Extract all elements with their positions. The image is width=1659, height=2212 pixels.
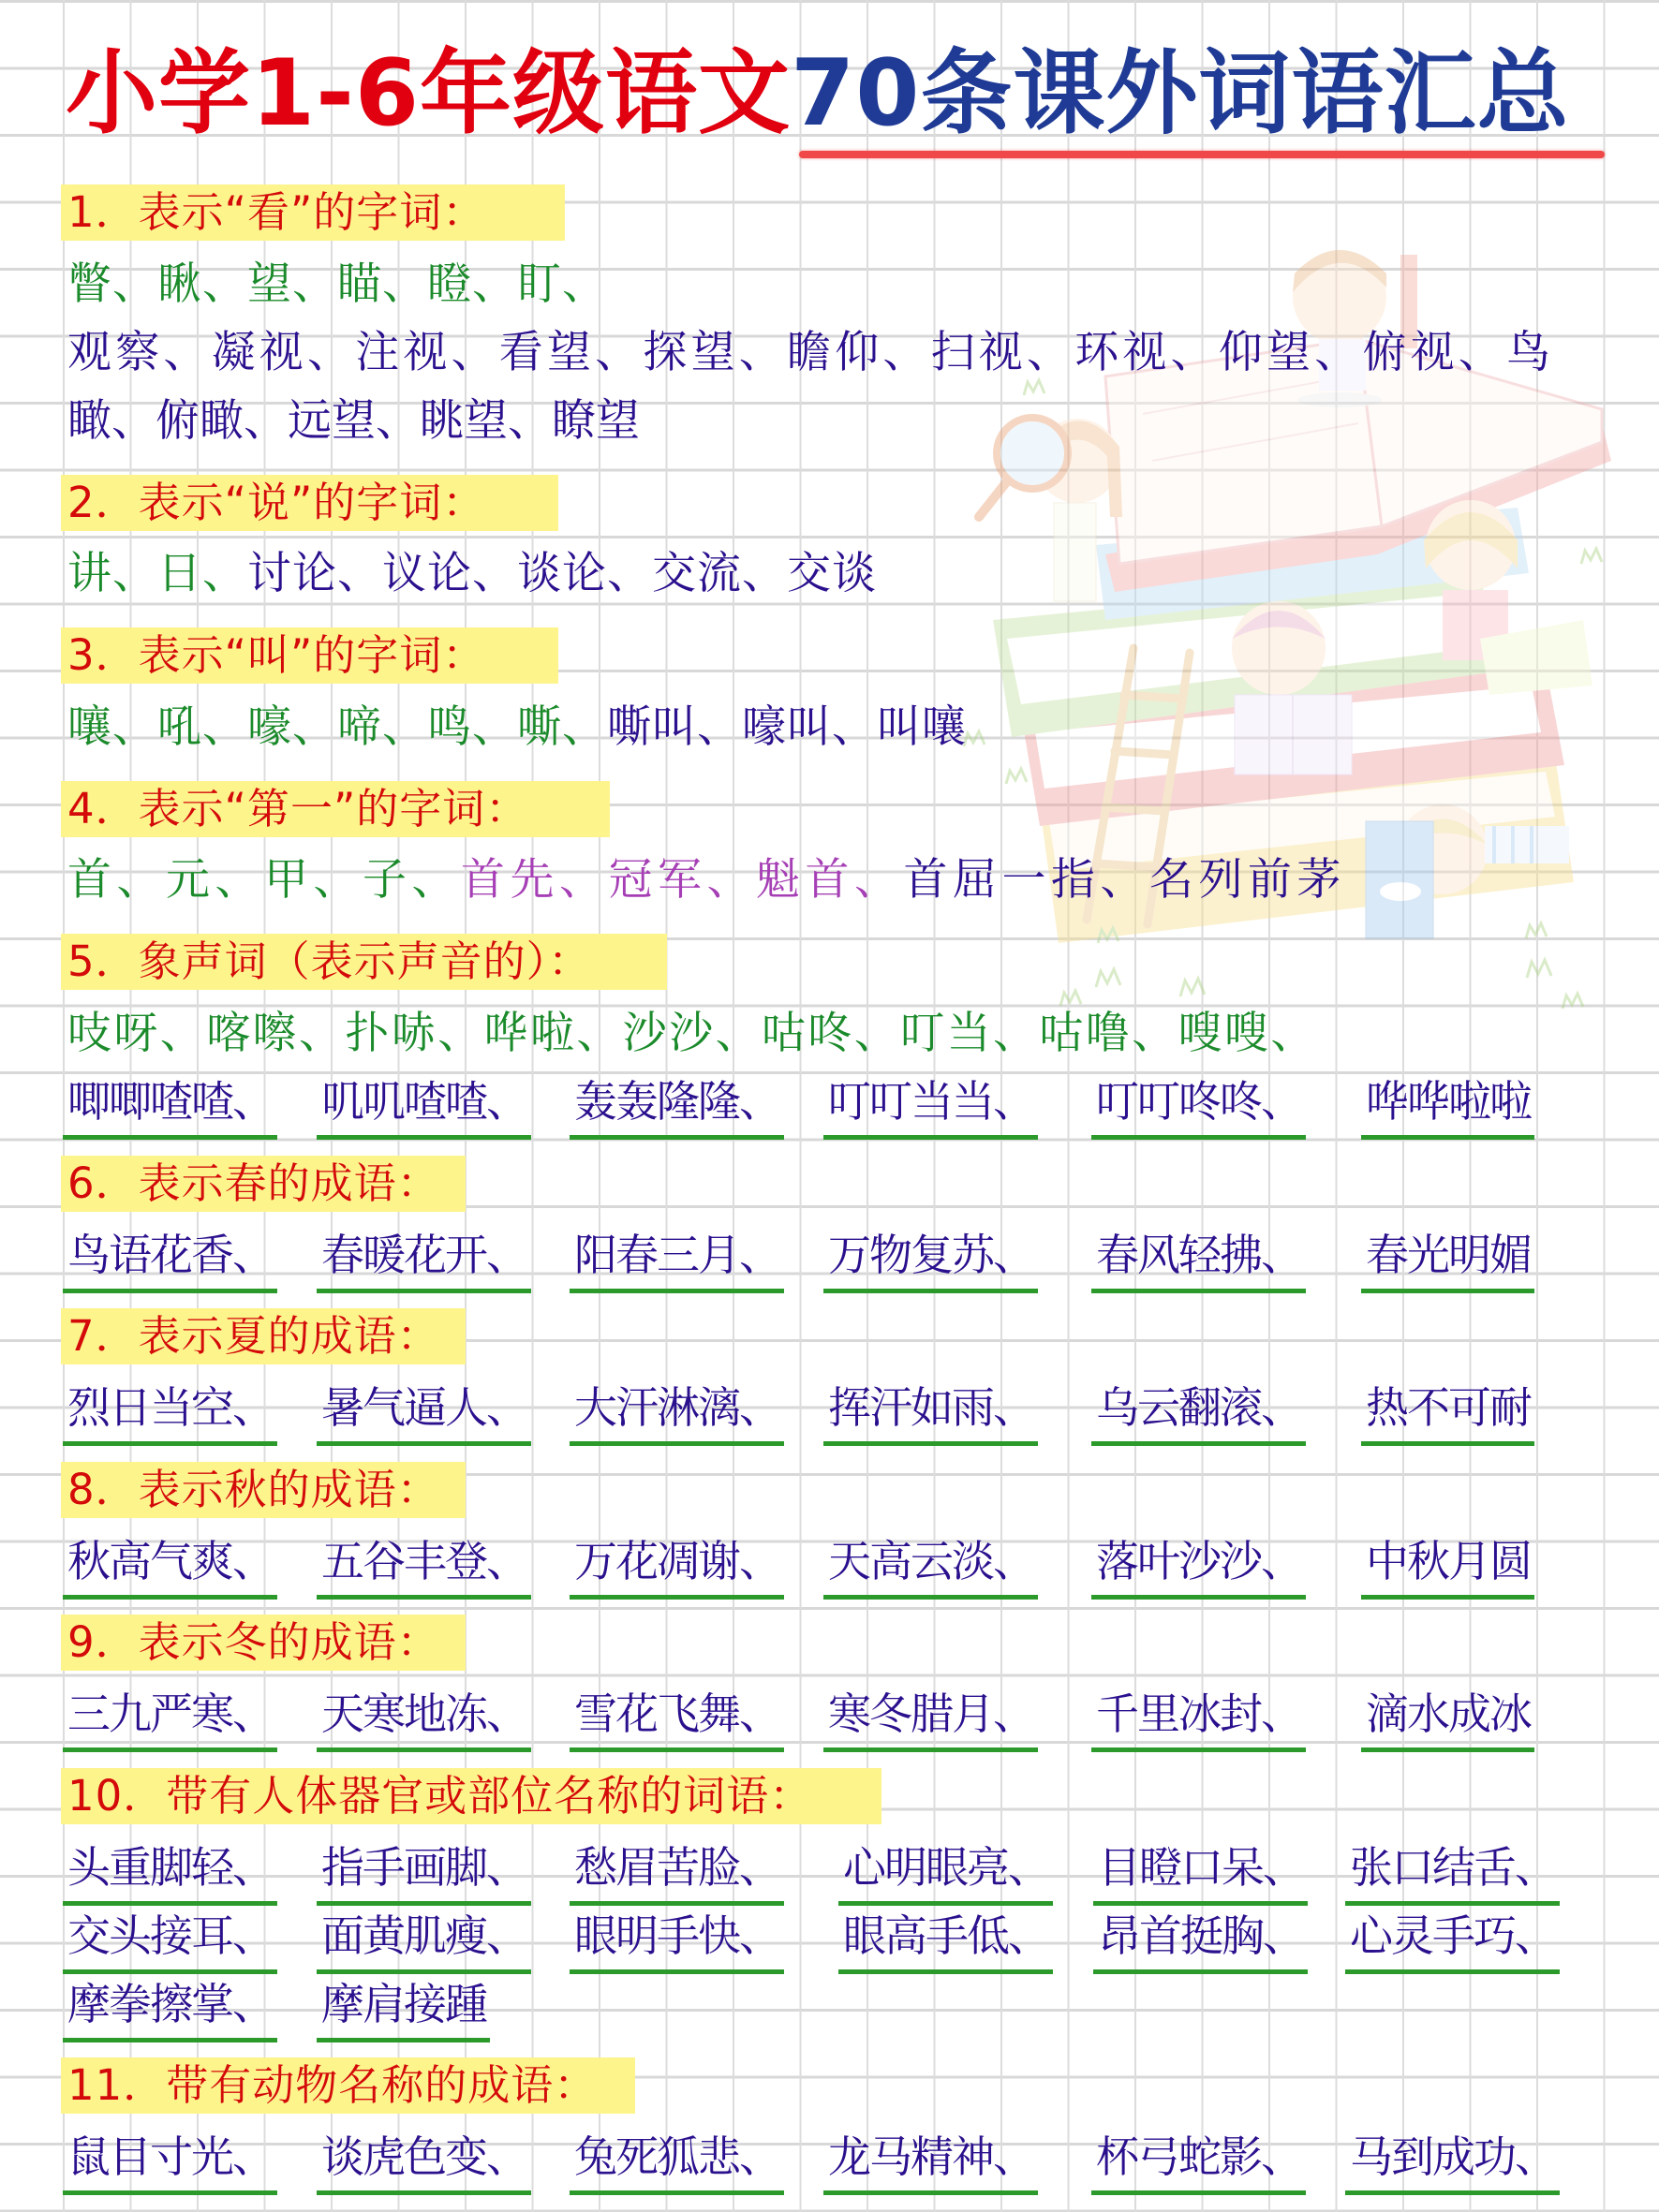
idiom-item: 春风轻拂、 — [1091, 1229, 1306, 1293]
idiom-item: 昂首挺胸、 — [1093, 1910, 1308, 1974]
single-char-words: 首、元、甲、子、 — [67, 854, 461, 906]
idiom-item: 杯弓蛇影、 — [1091, 2131, 1306, 2195]
section-heading: 2．表示“说”的字词： — [61, 475, 558, 531]
idiom-item: 唧唧喳喳、 — [63, 1075, 277, 1140]
section-heading: 9．表示冬的成语： — [61, 1615, 466, 1671]
idiom-item: 叮叮当当、 — [823, 1075, 1038, 1140]
idiom-row — [0, 1374, 1659, 1442]
word-line — [0, 539, 1659, 608]
word-line — [0, 318, 1659, 387]
idiom-item: 谈虎色变、 — [317, 2131, 531, 2195]
section-heading: 8．表示秋的成语： — [61, 1462, 466, 1518]
word-list — [0, 184, 1659, 2211]
idiom-item: 兔死狐悲、 — [570, 2131, 784, 2195]
idiom-item: 寒冬腊月、 — [823, 1688, 1038, 1752]
idiom-item: 万物复苏、 — [823, 1229, 1038, 1293]
section-heading: 1．表示“看”的字词： — [61, 184, 565, 241]
section-onomatopoeia — [0, 934, 1659, 1136]
section-call-words — [0, 627, 1659, 761]
section-heading: 7．表示夏的成语： — [61, 1308, 466, 1364]
idiom-item: 张口结舌、 — [1345, 1841, 1560, 1906]
idiom-item: 叽叽喳喳、 — [317, 1075, 531, 1140]
idiom-item: 哗哗啦啦 — [1361, 1075, 1534, 1140]
four-char-words: 首屈一指、名列前茅 — [903, 854, 1346, 906]
idiom-item: 落叶沙沙、 — [1091, 1535, 1306, 1600]
two-char-words: 讨论、议论、谈论、交流、交谈 — [247, 548, 877, 599]
idiom-item: 交头接耳、 — [63, 1910, 277, 1974]
idiom-item: 烈日当空、 — [63, 1381, 277, 1446]
idiom-item: 眼明手快、 — [570, 1910, 784, 1974]
title-red-part: 小学1-6年级语文 — [66, 40, 792, 147]
idiom-item: 目瞪口呆、 — [1093, 1841, 1308, 1906]
idiom-item: 指手画脚、 — [317, 1841, 531, 1906]
word-line — [0, 999, 1659, 1068]
idiom-item: 阳春三月、 — [570, 1229, 784, 1293]
idiom-item: 暑气逼人、 — [317, 1381, 531, 1446]
idiom-item: 心灵手巧、 — [1345, 1910, 1560, 1974]
section-animal-idioms — [0, 2057, 1659, 2191]
single-char-words: 嚷、吼、嚎、啼、鸣、嘶、 — [67, 700, 607, 753]
single-char-words: 瞥、瞅、望、瞄、瞪、盯、 — [67, 258, 607, 310]
word-line — [0, 693, 1659, 761]
idiom-item: 愁眉苦脸、 — [570, 1841, 784, 1906]
title-underline — [799, 151, 1605, 158]
idiom-row — [0, 1833, 1659, 1901]
section-heading: 10．带有人体器官或部位名称的词语： — [61, 1768, 881, 1824]
idiom-item: 眼高手低、 — [838, 1910, 1053, 1974]
idiom-row — [0, 1969, 1659, 2038]
idiom-item: 热不可耐 — [1361, 1381, 1534, 1446]
title-blue-part: 70条课外词语汇总 — [791, 40, 1570, 147]
idiom-item: 春暖花开、 — [317, 1229, 531, 1293]
idiom-row — [0, 1220, 1659, 1289]
idiom-row — [0, 2123, 1659, 2191]
idiom-item: 三九严寒、 — [63, 1688, 277, 1752]
idiom-item: 摩肩接踵 — [317, 1978, 490, 2042]
idiom-row — [0, 1068, 1659, 1136]
idiom-item: 叮叮咚咚、 — [1091, 1075, 1306, 1140]
word-line — [0, 846, 1659, 914]
section-heading: 11．带有动物名称的成语： — [61, 2057, 635, 2114]
idiom-item: 中秋月圆 — [1361, 1535, 1534, 1600]
word-line — [0, 387, 1659, 455]
idiom-item: 马到成功、 — [1345, 2131, 1560, 2195]
section-look-words — [0, 184, 1659, 455]
section-heading: 3．表示“叫”的字词： — [61, 627, 558, 684]
idiom-item: 千里冰封、 — [1091, 1688, 1306, 1752]
two-char-words: 瞰、俯瞰、远望、眺望、瞭望 — [67, 394, 640, 447]
section-autumn-idioms — [0, 1462, 1659, 1596]
idiom-item: 龙马精神、 — [823, 2131, 1038, 2195]
idiom-item: 鼠目寸光、 — [63, 2131, 277, 2195]
idiom-item: 春光明媚 — [1361, 1229, 1534, 1293]
idiom-item: 滴水成冰 — [1361, 1688, 1534, 1752]
idiom-item: 挥汗如雨、 — [823, 1381, 1038, 1446]
idiom-item: 秋高气爽、 — [63, 1535, 277, 1600]
idiom-item: 轰轰隆隆、 — [570, 1075, 784, 1140]
section-body-part-idioms — [0, 1768, 1659, 2039]
idiom-item: 鸟语花香、 — [63, 1229, 277, 1293]
two-char-words: 吱呀、喀嚓、扑哧、哗啦、沙沙、咕咚、叮当、咕噜、嗖嗖、 — [67, 1007, 1317, 1059]
idiom-item: 头重脚轻、 — [63, 1841, 277, 1906]
idiom-item: 天高云淡、 — [823, 1535, 1038, 1600]
idiom-item: 乌云翻滚、 — [1091, 1381, 1306, 1446]
section-summer-idioms — [0, 1308, 1659, 1442]
idiom-item: 摩拳擦掌、 — [63, 1978, 277, 2042]
section-heading: 5．象声词（表示声音的）： — [61, 934, 667, 990]
idiom-item: 雪花飞舞、 — [570, 1688, 784, 1752]
two-char-words: 首先、冠军、魁首、 — [461, 854, 904, 906]
two-char-words: 嘶叫、嚎叫、叫嚷 — [607, 700, 967, 753]
page-title — [66, 42, 1569, 145]
section-first-words — [0, 781, 1659, 915]
section-say-words — [0, 475, 1659, 609]
idiom-item: 大汗淋漓、 — [570, 1381, 784, 1446]
idiom-item: 天寒地冻、 — [317, 1688, 531, 1752]
section-spring-idioms — [0, 1156, 1659, 1290]
idiom-item: 心明眼亮、 — [838, 1841, 1053, 1906]
two-char-words: 观察、凝视、注视、看望、探望、瞻仰、扫视、环视、仰望、俯视、鸟 — [67, 326, 1555, 378]
idiom-row — [0, 1526, 1659, 1595]
section-winter-idioms — [0, 1615, 1659, 1748]
idiom-row — [0, 1901, 1659, 1969]
idiom-item: 五谷丰登、 — [317, 1535, 531, 1600]
idiom-item: 万花凋谢、 — [570, 1535, 784, 1600]
single-char-words: 讲、日、 — [67, 548, 247, 599]
section-heading: 4．表示“第一”的字词： — [61, 781, 610, 837]
idiom-item: 面黄肌瘦、 — [317, 1910, 531, 1974]
word-line — [0, 250, 1659, 318]
section-heading: 6．表示春的成语： — [61, 1156, 466, 1212]
idiom-row — [0, 1680, 1659, 1748]
